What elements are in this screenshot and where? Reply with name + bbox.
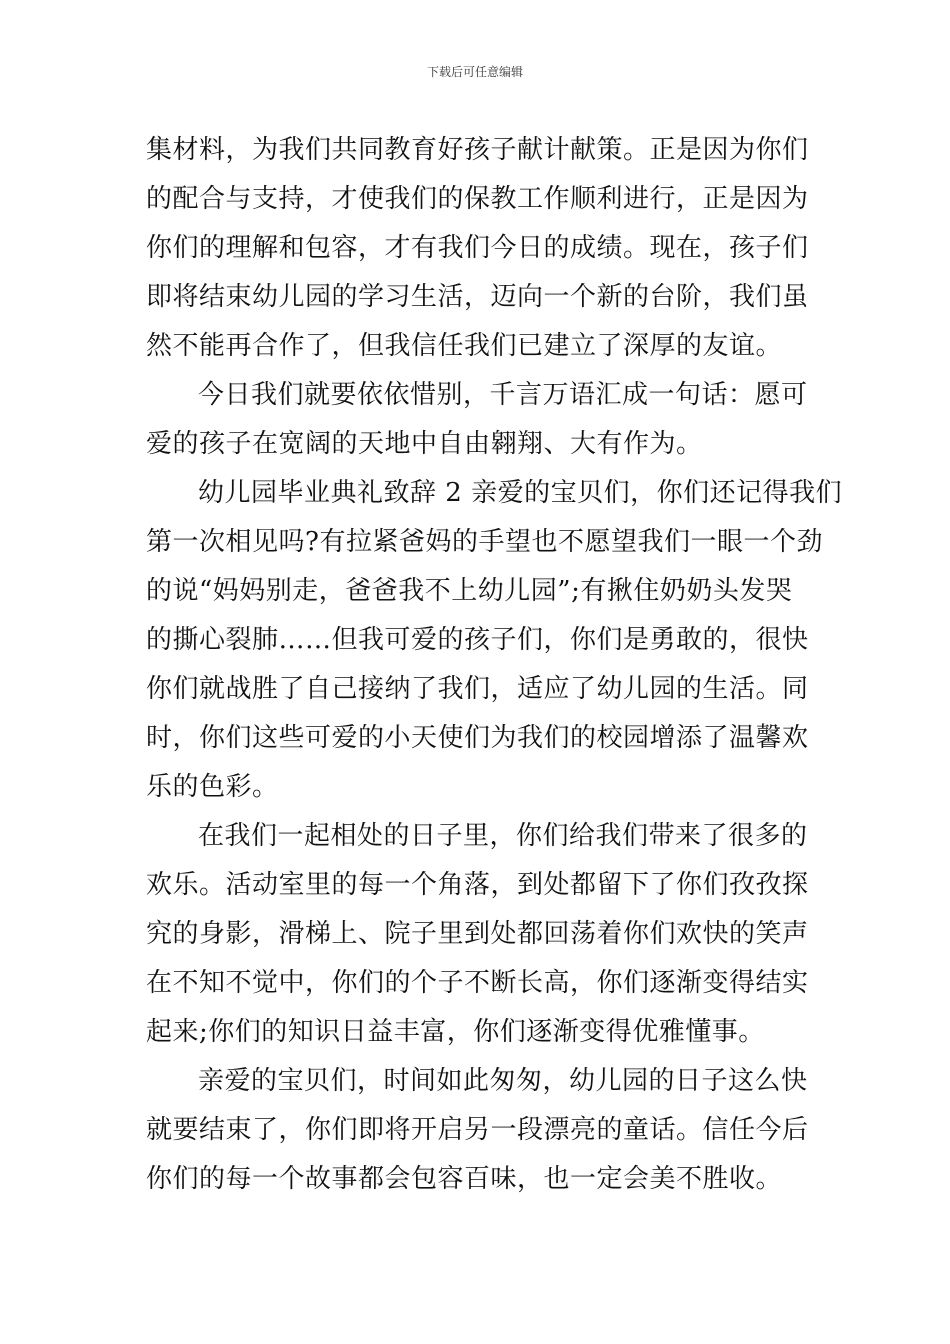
text-line: 今日我们就要依依惜别，千言万语汇成一句话：愿可 [198,380,808,410]
text-line: 集材料，为我们共同教育好孩子献计献策。正是因为你们 [146,135,809,165]
text-line: 然不能再合作了，但我信任我们已建立了深厚的友谊。 [146,331,783,361]
text-line: 幼儿园毕业典礼致辞 2 亲爱的宝贝们，你们还记得我们 [198,478,843,508]
paragraph-4 [146,812,809,1057]
text-line: 你们的每一个故事都会包容百味，也一定会美不胜收。 [146,1164,783,1194]
text-line: 你们就战胜了自己接纳了我们，适应了幼儿园的生活。同 [146,674,809,704]
text-line: 乐的色彩。 [146,772,279,802]
paragraph-3 [146,469,843,812]
text-line: 的配合与支持，才使我们的保教工作顺利进行，正是因为 [146,184,809,214]
text-line: 的说“妈妈别走，爸爸我不上幼儿园”;有揪住奶奶头发哭 [146,576,793,606]
text-line: 即将结束幼儿园的学习生活，迈向一个新的台阶，我们虽 [146,282,809,312]
text-line: 你们的理解和包容，才有我们今日的成绩。现在，孩子们 [146,233,809,263]
paragraph-1 [146,126,809,371]
text-line: 就要结束了，你们即将开启另一段漂亮的童话。信任今后 [146,1115,809,1145]
text-line: 在不知不觉中，你们的个子不断长高，你们逐渐变得结实 [146,968,809,998]
text-line: 欢乐。活动室里的每一个角落，到处都留下了你们孜孜探 [146,870,809,900]
page-header: 下载后可任意编辑 [426,65,523,79]
text-line: 时，你们这些可爱的小天使们为我们的校园增添了温馨欢 [146,723,809,753]
text-line: 究的身影，滑梯上、院子里到处都回荡着你们欢快的笑声 [146,919,809,949]
text-line: 爱的孩子在宽阔的天地中自由翱翔、大有作为。 [146,429,703,459]
text-line: 的撕心裂肺……但我可爱的孩子们，你们是勇敢的，很快 [146,625,809,655]
paragraph-5 [146,1057,809,1204]
document-body [146,126,843,1204]
text-line: 第一次相见吗?有拉紧爸妈的手望也不愿望我们一眼一个劲 [146,527,823,557]
paragraph-2 [146,371,806,469]
text-line: 起来;你们的知识日益丰富，你们逐渐变得优雅懂事。 [146,1017,765,1047]
text-line: 在我们一起相处的日子里，你们给我们带来了很多的 [198,821,808,851]
text-line: 亲爱的宝贝们，时间如此匆匆，幼儿园的日子这么快 [198,1066,808,1096]
